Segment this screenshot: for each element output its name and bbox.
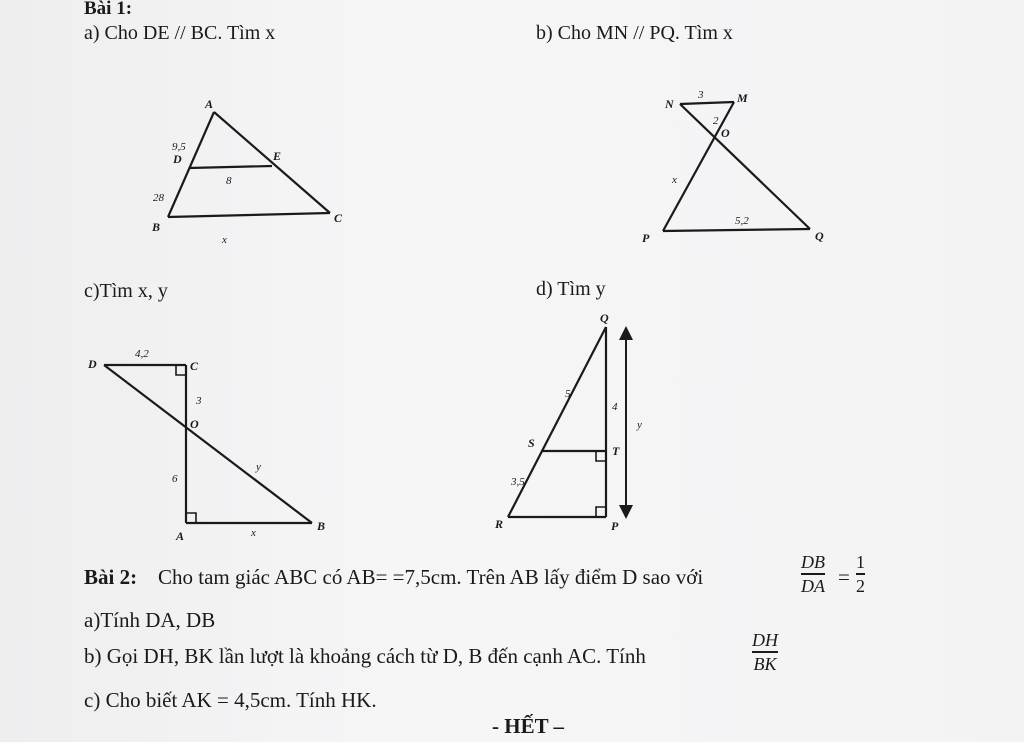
fig-b-label-M: M xyxy=(737,91,748,105)
bai1-title: Bài 1: xyxy=(84,0,133,19)
question-1b: b) Cho MN // PQ. Tìm x xyxy=(536,22,733,44)
fig-a-label-A: A xyxy=(205,97,214,111)
bai2-c: c) Cho biết AK = 4,5cm. Tính HK. xyxy=(84,688,377,712)
fig-b-label-P: P xyxy=(642,231,650,245)
fig-d-label-Q: Q xyxy=(600,311,609,325)
fig-b-OP: x xyxy=(672,174,677,186)
fraction-dh-bk xyxy=(752,630,778,674)
fig-a-label-E: E xyxy=(273,149,282,163)
fig-c-label-C: C xyxy=(190,359,199,373)
figure-d-triangles xyxy=(508,327,626,517)
question-1c: c)Tìm x, y xyxy=(84,280,168,302)
question-1a: a) Cho DE // BC. Tìm x xyxy=(84,22,276,44)
fraction-one-half-num: 1 xyxy=(856,552,865,572)
fig-b-label-Q: Q xyxy=(815,229,824,243)
fig-a-label-B: B xyxy=(152,220,161,234)
figure-b-triangles xyxy=(663,102,810,231)
fraction-db-da-den: DA xyxy=(801,575,825,596)
fig-a-label-D: D xyxy=(173,152,182,166)
equals-sign: = xyxy=(838,565,850,589)
fig-b-PQ: 5,2 xyxy=(735,215,749,227)
fraction-one-half-den: 2 xyxy=(856,575,865,596)
fig-c-label-D: D xyxy=(88,357,97,371)
fig-b-MO: 2 xyxy=(713,115,719,127)
fig-c-label-A: A xyxy=(176,529,185,543)
fig-c-DC: 4,2 xyxy=(135,348,149,360)
bai2-line1: Cho tam giác ABC có AB= =7,5cm. Trên AB lấy điểm D sao với xyxy=(158,565,704,589)
fig-d-QT: 4 xyxy=(612,401,618,413)
end-marker: - HẾT – xyxy=(492,714,564,738)
fig-b-label-O: O xyxy=(721,126,730,140)
fig-a-BC: x xyxy=(222,234,227,246)
fig-b-label-N: N xyxy=(665,97,674,111)
fig-a-AD: 9,5 xyxy=(172,141,186,153)
bai2-title: Bài 2: xyxy=(84,565,138,589)
fig-c-CO: 3 xyxy=(196,395,202,407)
fraction-db-da-num: DB xyxy=(801,552,825,572)
fig-b-NM: 3 xyxy=(698,89,704,101)
fig-a-DB: 28 xyxy=(153,192,164,204)
fraction-bar xyxy=(752,651,778,653)
fig-d-label-P: P xyxy=(611,519,619,533)
fraction-bar xyxy=(856,573,865,575)
fig-d-label-S: S xyxy=(528,436,535,450)
figure-a-triangle xyxy=(168,112,330,217)
fig-c-label-O: O xyxy=(190,417,199,431)
fraction-dh-bk-den: BK xyxy=(753,653,777,674)
fig-d-QS: 5 xyxy=(565,388,571,400)
question-1d: d) Tìm y xyxy=(536,278,606,300)
figure-c-triangles xyxy=(104,365,312,523)
fraction-one-half xyxy=(856,552,865,596)
bai2-b: b) Gọi DH, BK lần lượt là khoảng cách từ D, B đến cạnh AC. Tính xyxy=(84,644,646,668)
fig-c-label-B: B xyxy=(317,519,326,533)
fig-c-AB: x xyxy=(251,527,256,539)
fraction-dh-bk-num: DH xyxy=(752,630,778,650)
fraction-db-da xyxy=(801,552,825,596)
fig-a-label-C: C xyxy=(334,211,343,225)
fig-d-label-R: R xyxy=(495,517,504,531)
bai2-a: a)Tính DA, DB xyxy=(84,608,216,632)
fig-c-OA: 6 xyxy=(172,473,178,485)
fig-c-OB: y xyxy=(256,461,261,473)
fig-d-label-T: T xyxy=(612,444,620,458)
fig-d-QP: y xyxy=(637,419,642,431)
fig-a-DE: 8 xyxy=(226,175,232,187)
fig-d-SR: 3,5 xyxy=(511,476,525,488)
fraction-bar xyxy=(801,573,825,575)
